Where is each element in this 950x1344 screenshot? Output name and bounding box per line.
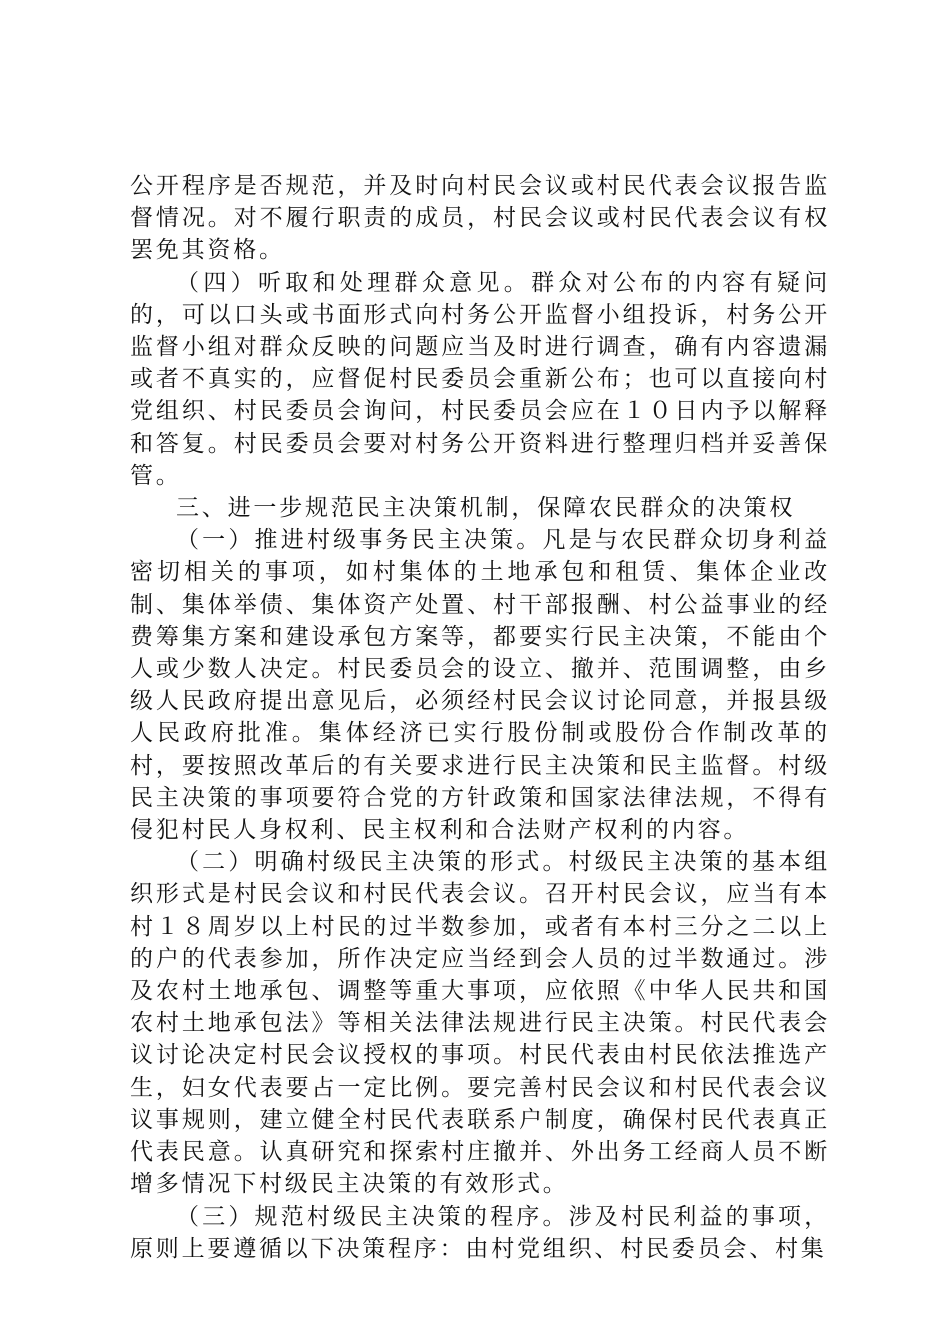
paragraph-decision-forms: （二）明确村级民主决策的形式。村级民主决策的基本组织形式是村民会议和村民代表会议。召开村民会议，应当有本村１８周岁以上村民的过半数参加，或者有本村三分之二以上的户的代表参加，所作决定应当经到会人员的过半数通过。涉及农村土地承包、调整等重大事项，应依照《中华人民共和国农村土地承包法》等相关法律法规进行民主决策。村民代表会议讨论决定村民会议授权的事项。村民代表由村民依法推选产生，妇女代表要占一定比例。要完善村民会议和村民代表会议议事规则，建立健全村民代表联系户制度，确保村民代表真正代表民意。认真研究和探索村庄撤并、外出务工经商人员不断增多情况下村级民主决策的有效形式。 [130, 849, 830, 1198]
paragraph-public-opinion: （四）听取和处理群众意见。群众对公布的内容有疑问的，可以口头或书面形式向村务公开监督小组投诉，村务公开监督小组对群众反映的问题应当及时进行调查，确有内容遗漏或者不真实的，应督促村民委员会重新公布；也可以直接向村党组织、村民委员会询问，村民委员会应在１０日内予以解释和答复。村民委员会要对村务公开资料进行整理归档并妥善保管。 [130, 269, 830, 489]
paragraph-supervision-report: 公开程序是否规范，并及时向村民会议或村民代表会议报告监督情况。对不履行职责的成员，村民会议或村民代表会议有权罢免其资格。 [130, 173, 830, 264]
paragraph-village-affairs-decision: （一）推进村级事务民主决策。凡是与农民群众切身利益密切相关的事项，如村集体的土地承包和租赁、集体企业改制、集体举债、集体资产处置、村干部报酬、村公益事业的经费筹集方案和建设承包方案等，都要实行民主决策，不能由个人或少数人决定。村民委员会的设立、撤并、范围调整，由乡级人民政府提出意见后，必须经村民会议讨论同意，并报县级人民政府批准。集体经济已实行股份制或股份合作制改革的村，要按照改革后的有关要求进行民主决策和民主监督。村级民主决策的事项要符合党的方针政策和国家法律法规，不得有侵犯村民人身权利、民主权利和合法财产权利的内容。 [130, 527, 830, 844]
paragraph-decision-procedure: （三）规范村级民主决策的程序。涉及村民利益的事项，原则上要遵循以下决策程序：由村党组织、村民委员会、村集 [130, 1203, 830, 1262]
section-heading-democratic-decision: 三、进一步规范民主决策机制，保障农民群众的决策权 [176, 495, 796, 522]
document-body [130, 170, 830, 1265]
